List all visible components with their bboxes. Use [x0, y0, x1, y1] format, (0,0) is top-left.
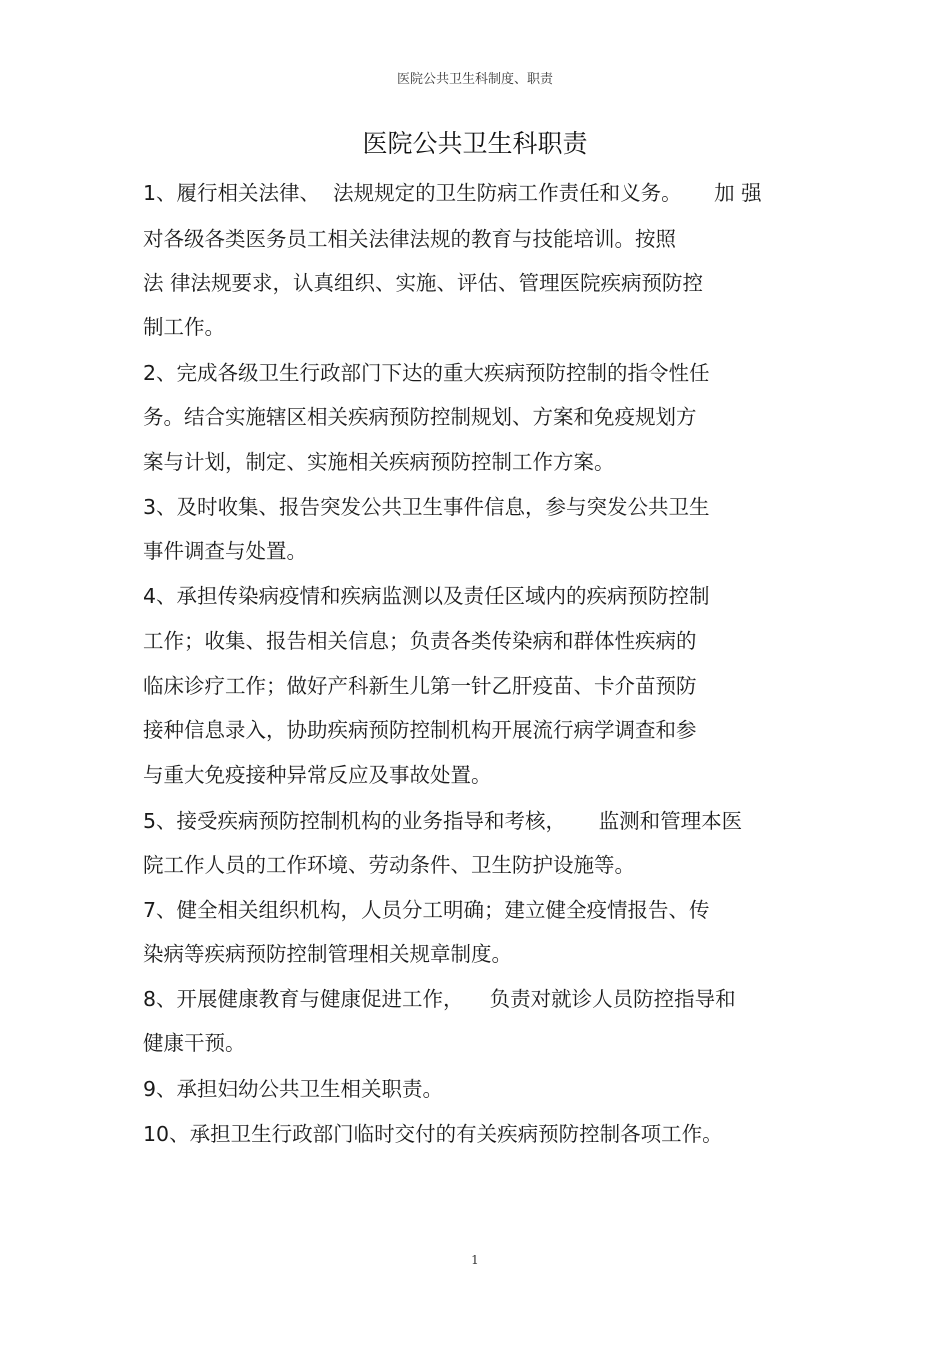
- body-line: 事件调查与处置。: [143, 539, 307, 563]
- body-line: 5、接受疾病预防控制机构的业务指导和考核， 监测和管理本医: [143, 809, 743, 833]
- body-line: 9、承担妇幼公共卫生相关职责。: [143, 1077, 444, 1101]
- body-line: 临床诊疗工作；做好产科新生儿第一针乙肝疫苗、卡介苗预防: [143, 674, 697, 698]
- body-line: 制工作。: [143, 315, 225, 339]
- document-title: 医院公共卫生科职责: [362, 129, 588, 158]
- body-line: 2、完成各级卫生行政部门下达的重大疾病预防控制的指令性任: [143, 361, 710, 385]
- body-line: 3、及时收集、报告突发公共卫生事件信息，参与突发公共卫生: [143, 495, 710, 519]
- body-line: 院工作人员的工作环境、劳动条件、卫生防护设施等。: [143, 853, 635, 877]
- body-line: 健康干预。: [143, 1031, 246, 1055]
- body-line: 与重大免疫接种异常反应及事故处置。: [143, 763, 492, 787]
- body-line: 10、承担卫生行政部门临时交付的有关疾病预防控制各项工作。: [143, 1122, 723, 1146]
- body-line: 法 律法规要求，认真组织、实施、评估、管理医院疾病预防控: [143, 271, 704, 295]
- body-line: 染病等疾病预防控制管理相关规章制度。: [143, 942, 512, 966]
- body-line: 接种信息录入，协助疾病预防控制机构开展流行病学调查和参: [143, 718, 697, 742]
- page-number: 1: [471, 1253, 479, 1267]
- body-line: 7、健全相关组织机构，人员分工明确；建立健全疫情报告、传: [143, 898, 710, 922]
- body-line: 8、开展健康教育与健康促进工作， 负责对就诊人员防控指导和: [143, 987, 736, 1011]
- body-line: 案与计划，制定、实施相关疾病预防控制工作方案。: [143, 450, 615, 474]
- running-header: 医院公共卫生科制度、职责: [396, 72, 553, 87]
- body-line: 务。结合实施辖区相关疾病预防控制规划、方案和免疫规划方: [143, 405, 697, 429]
- body-line: 工作；收集、报告相关信息；负责各类传染病和群体性疾病的: [143, 629, 697, 653]
- body-line: 4、承担传染病疫情和疾病监测以及责任区域内的疾病预防控制: [143, 584, 710, 608]
- body-line: 1、履行相关法律、 法规规定的卫生防病工作责任和义务。 加 强: [143, 181, 762, 205]
- body-line: 对各级各类医务员工相关法律法规的教育与技能培训。按照: [143, 227, 676, 251]
